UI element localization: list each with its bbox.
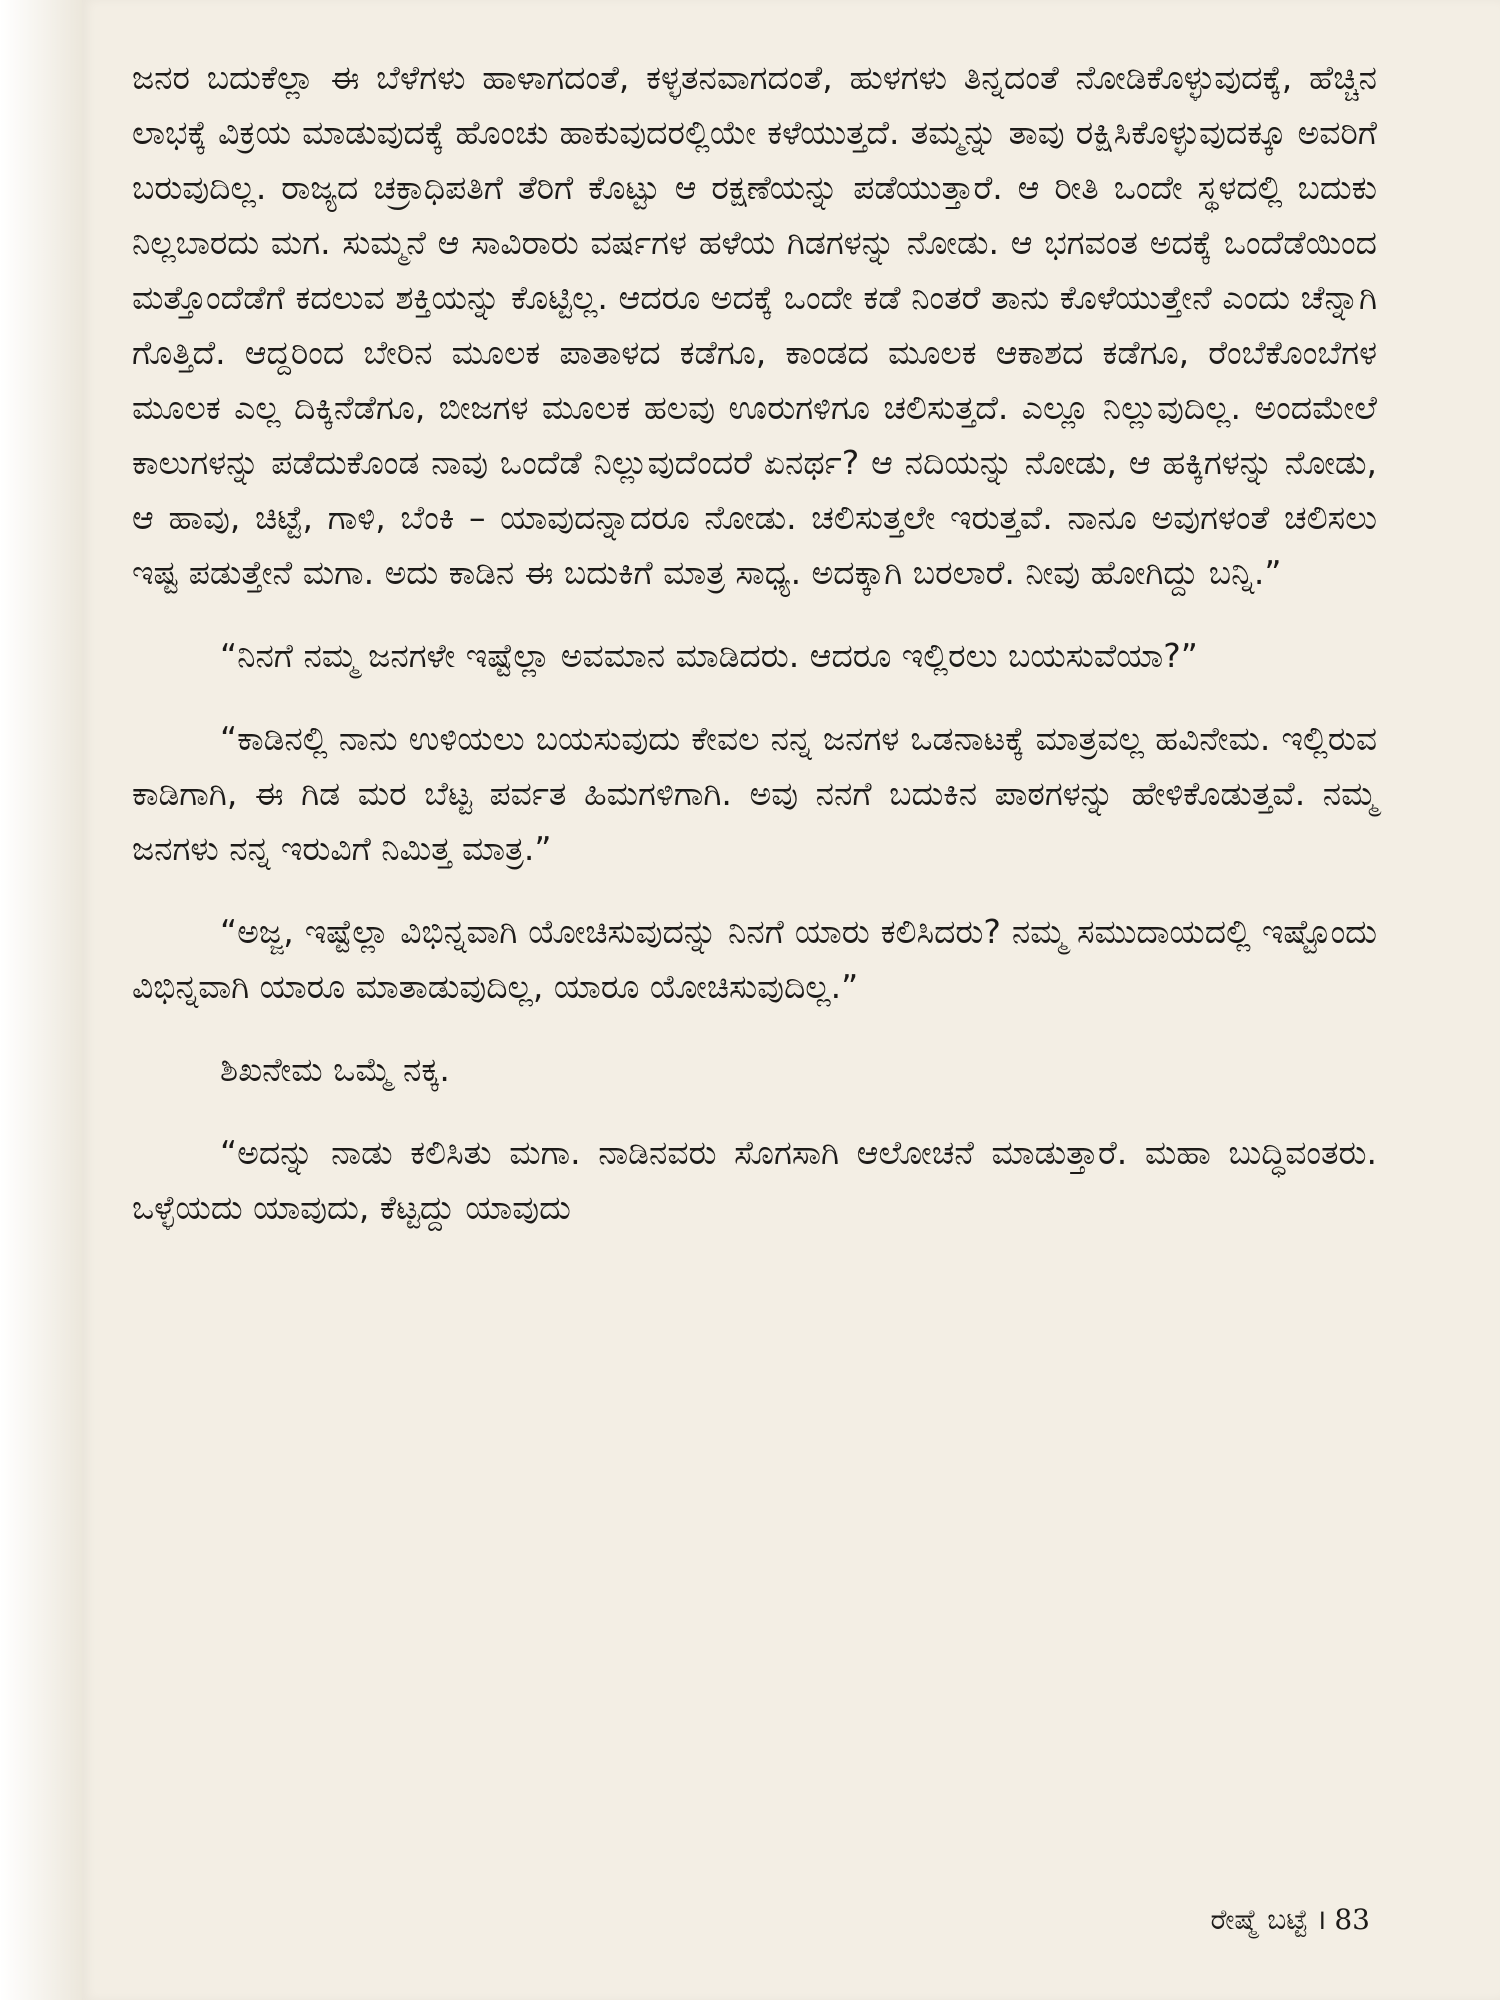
paragraph-3: “ಕಾಡಿನಲ್ಲಿ ನಾನು ಉಳಿಯಲು ಬಯಸುವುದು ಕೇವಲ ನನ್ನ ಜನಗಳ ಒಡನಾಟಕ್ಕೆ ಮಾತ್ರವಲ್ಲ ಹವಿನೇಮ. ಇಲ್ಲಿರುವ ಕಾಡಿಗಾಗಿ, ಈ ಗಿಡ ಮರ ಬೆಟ್ಟ ಪರ್ವತ ಹಿಮಗಳಿಗಾಗಿ. ಅವು ನನಗೆ ಬದುಕಿನ ಪಾಠಗಳನ್ನು ಹೇಳಿಕೊಡುತ್ತವೆ. ನಮ್ಮ ಜನಗಳು ನನ್ನ ಇರುವಿಗೆ ನಿಮಿತ್ತ ಮಾತ್ರ.” xyxy=(132,719,1377,868)
paragraph-1: ಜನರ ಬದುಕೆಲ್ಲಾ ಈ ಬೆಳೆಗಳು ಹಾಳಾಗದಂತೆ, ಕಳ್ಳತನವಾಗದಂತೆ, ಹುಳಗಳು ತಿನ್ನದಂತೆ ನೋಡಿಕೊಳ್ಳುವುದಕ್ಕೆ, ಹೆಚ್ಚಿನ ಲಾಭಕ್ಕೆ ವಿಕ್ರಯ ಮಾಡುವುದಕ್ಕೆ ಹೊಂಚು ಹಾಕುವುದರಲ್ಲಿಯೇ ಕಳೆಯುತ್ತದೆ. ತಮ್ಮನ್ನು ತಾವು ರಕ್ಷಿಸಿಕೊಳ್ಳುವುದಕ್ಕೂ ಅವರಿಗೆ ಬರುವುದಿಲ್ಲ. ರಾಜ್ಯದ ಚಕ್ರಾಧಿಪತಿಗೆ ತೆರಿಗೆ ಕೊಟ್ಟು ಆ ರಕ್ಷಣೆಯನ್ನು ಪಡೆಯುತ್ತಾರೆ. ಆ ರೀತಿ ಒಂದೇ ಸ್ಥಳದಲ್ಲಿ ಬದುಕು ನಿಲ್ಲಬಾರದು ಮಗ. ಸುಮ್ಮನೆ ಆ ಸಾವಿರಾರು ವರ್ಷಗಳ ಹಳೆಯ ಗಿಡಗಳನ್ನು ನೋಡು. ಆ ಭಗವಂತ ಅದಕ್ಕೆ ಒಂದೆಡೆಯಿಂದ ಮತ್ತೊಂದೆಡೆಗೆ ಕದಲುವ ಶಕ್ತಿಯನ್ನು ಕೊಟ್ಟಿಲ್ಲ. ಆದರೂ ಅದಕ್ಕೆ ಒಂದೇ ಕಡೆ ನಿಂತರೆ ತಾನು ಕೊಳೆಯುತ್ತೇನೆ ಎಂದು ಚೆನ್ನಾಗಿ ಗೊತ್ತಿದೆ. ಆದ್ದರಿಂದ ಬೇರಿನ ಮೂಲಕ ಪಾತಾಳದ ಕಡೆಗೂ, ಕಾಂಡದ ಮೂಲಕ ಆಕಾಶದ ಕಡೆಗೂ, ರೆಂಬೆಕೊಂಬೆಗಳ ಮೂಲಕ ಎಲ್ಲ ದಿಕ್ಕಿನೆಡೆಗೂ, ಬೀಜಗಳ ಮೂಲಕ ಹಲವು ಊರುಗಳಿಗೂ ಚಲಿಸುತ್ತದೆ. ಎಲ್ಲೂ ನಿಲ್ಲುವುದಿಲ್ಲ. ಅಂದಮೇಲೆ ಕಾಲುಗಳನ್ನು ಪಡೆದುಕೊಂಡ ನಾವು ಒಂದೆಡೆ ನಿಲ್ಲುವುದೆಂದರೆ ಏನರ್ಥ? ಆ ನದಿಯನ್ನು ನೋಡು, ಆ ಹಕ್ಕಿಗಳನ್ನು ನೋಡು, ಆ ಹಾವು, ಚಿಟ್ಟೆ, ಗಾಳಿ, ಬೆಂಕಿ – ಯಾವುದನ್ನಾದರೂ ನೋಡು. ಚಲಿಸುತ್ತಲೇ ಇರುತ್ತವೆ. ನಾನೂ ಅವುಗಳಂತೆ ಚಲಿಸಲು ಇಷ್ಟ ಪಡುತ್ತೇನೆ ಮಗಾ. ಅದು ಕಾಡಿನ ಈ ಬದುಕಿಗೆ ಮಾತ್ರ ಸಾಧ್ಯ. ಅದಕ್ಕಾಗಿ ಬರಲಾರೆ. ನೀವು ಹೋಗಿದ್ದು ಬನ್ನಿ.” xyxy=(132,58,1377,592)
left-margin xyxy=(0,0,82,2000)
footer-separator: । xyxy=(1315,1903,1327,1936)
paragraph-4: “ಅಜ್ಜ, ಇಷ್ಟೆಲ್ಲಾ ವಿಭಿನ್ನವಾಗಿ ಯೋಚಿಸುವುದನ್ನು ನಿನಗೆ ಯಾರು ಕಲಿಸಿದರು? ನಮ್ಮ ಸಮುದಾಯದಲ್ಲಿ ಇಷ್ಟೊಂದು ವಿಭಿನ್ನವಾಗಿ ಯಾರೂ ಮಾತಾಡುವುದಿಲ್ಲ, ಯಾರೂ ಯೋಚಿಸುವುದಿಲ್ಲ.” xyxy=(132,912,1377,1006)
paragraph-5: ಶಿಖನೇಮ ಒಮ್ಮೆ ನಕ್ಕ. xyxy=(220,1050,450,1089)
paragraph-6: “ಅದನ್ನು ನಾಡು ಕಲಿಸಿತು ಮಗಾ. ನಾಡಿನವರು ಸೊಗಸಾಗಿ ಆಲೋಚನೆ ಮಾಡುತ್ತಾರೆ. ಮಹಾ ಬುದ್ಧಿವಂತರು. ಒಳ್ಳೆಯದು ಯಾವುದು, ಕೆಟ್ಟದ್ದು ಯಾವುದು xyxy=(132,1133,1377,1227)
page-number: 83 xyxy=(1334,1903,1370,1936)
book-title: ರೇಷ್ಮೆ ಬಟ್ಟೆ xyxy=(1210,1903,1308,1936)
page-footer xyxy=(1210,1900,1370,1938)
body-text xyxy=(132,50,1377,1235)
paragraph-2: “ನಿನಗೆ ನಮ್ಮ ಜನಗಳೇ ಇಷ್ಟೆಲ್ಲಾ ಅವಮಾನ ಮಾಡಿದರು. ಆದರೂ ಇಲ್ಲಿರಲು ಬಯಸುವೆಯಾ?” xyxy=(220,636,1198,675)
